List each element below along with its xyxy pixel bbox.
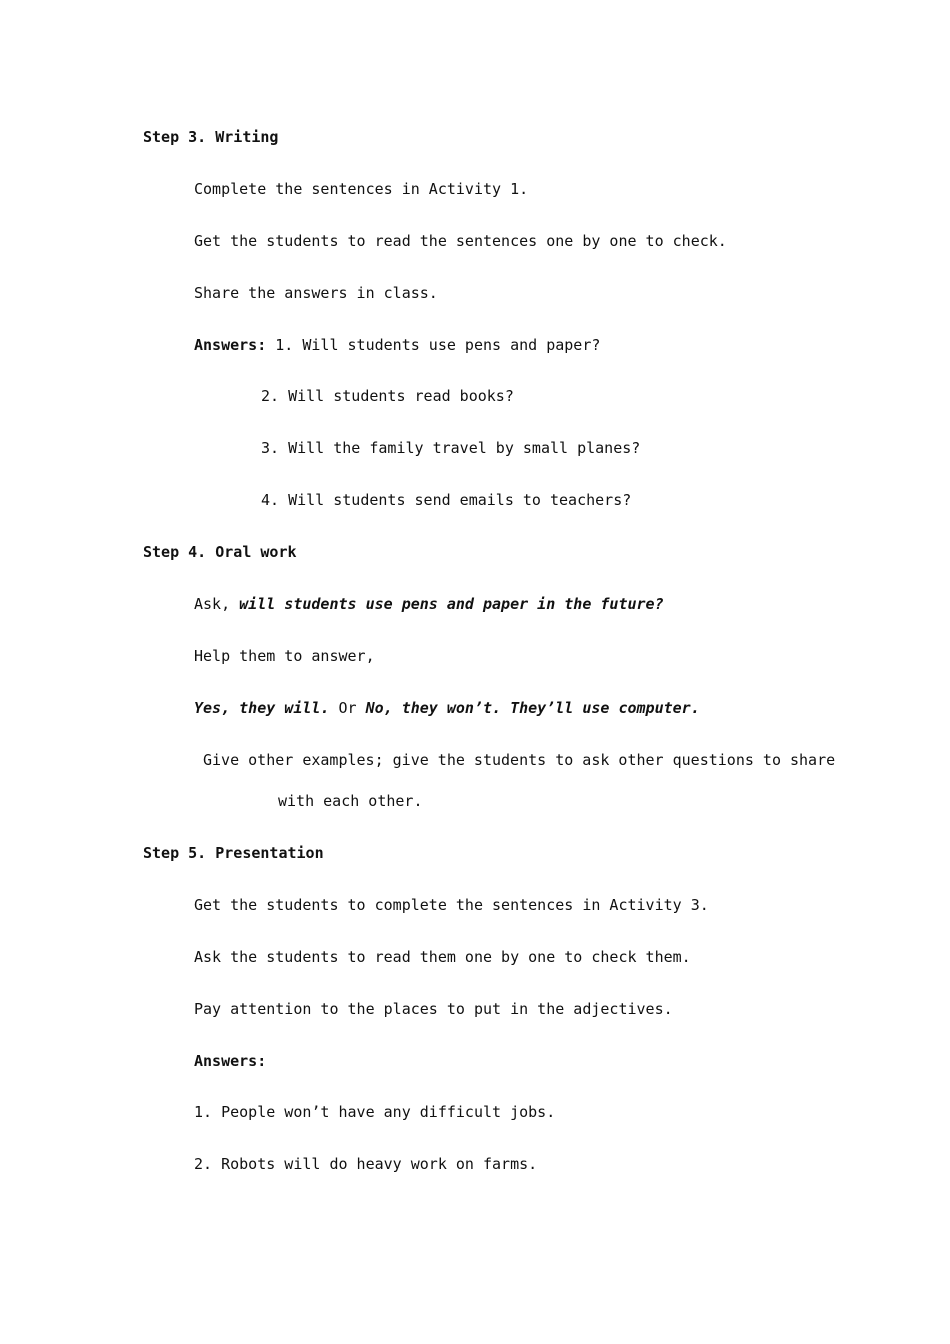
- step4-examples-line-2: with each other.: [278, 792, 423, 810]
- step5-answer-2: 2. Robots will do heavy work on farms.: [194, 1155, 538, 1173]
- step3-line-1: Complete the sentences in Activity 1.: [194, 180, 529, 198]
- step3-answer-3: 3. Will the family travel by small planes?: [261, 439, 641, 457]
- step4-ask-prefix: Ask,: [194, 595, 240, 613]
- step4-answer-no: No, they won’t. They’ll use computer.: [365, 699, 700, 717]
- step3-answers-label: Answers:: [194, 336, 267, 354]
- step5-line-1: Get the students to complete the sentences in Activity 3.: [194, 896, 709, 914]
- step4-heading: Step 4. Oral work: [143, 543, 297, 561]
- step3-answer-2: 2. Will students read books?: [261, 387, 514, 405]
- step5-line-3: Pay attention to the places to put in the adjectives.: [194, 1000, 673, 1018]
- step5-line-2: Ask the students to read them one by one to check them.: [194, 948, 691, 966]
- step3-answer-line-1: [194, 335, 600, 355]
- step3-heading: Step 3. Writing: [143, 128, 279, 146]
- step3-answer-1: 1. Will students use pens and paper?: [275, 336, 601, 354]
- step4-examples-line-1: Give other examples; give the students to ask other questions to share: [203, 751, 836, 769]
- step4-answer-or: Or: [329, 699, 366, 717]
- step3-answer-4: 4. Will students send emails to teachers?: [261, 491, 632, 509]
- step3-line-2: Get the students to read the sentences one by one to check.: [194, 232, 727, 250]
- step4-ask-question: will students use pens and paper in the future?: [239, 595, 664, 613]
- step4-help-line: Help them to answer,: [194, 647, 375, 665]
- step5-answers-label: Answers:: [194, 1052, 267, 1070]
- step5-heading: Step 5. Presentation: [143, 844, 324, 862]
- step5-answer-1: 1. People won’t have any difficult jobs.: [194, 1103, 556, 1121]
- step4-answer-line: [194, 698, 700, 718]
- step4-ask-line: [194, 594, 664, 614]
- step4-answer-yes: Yes, they will.: [194, 699, 330, 717]
- step3-line-3: Share the answers in class.: [194, 284, 438, 302]
